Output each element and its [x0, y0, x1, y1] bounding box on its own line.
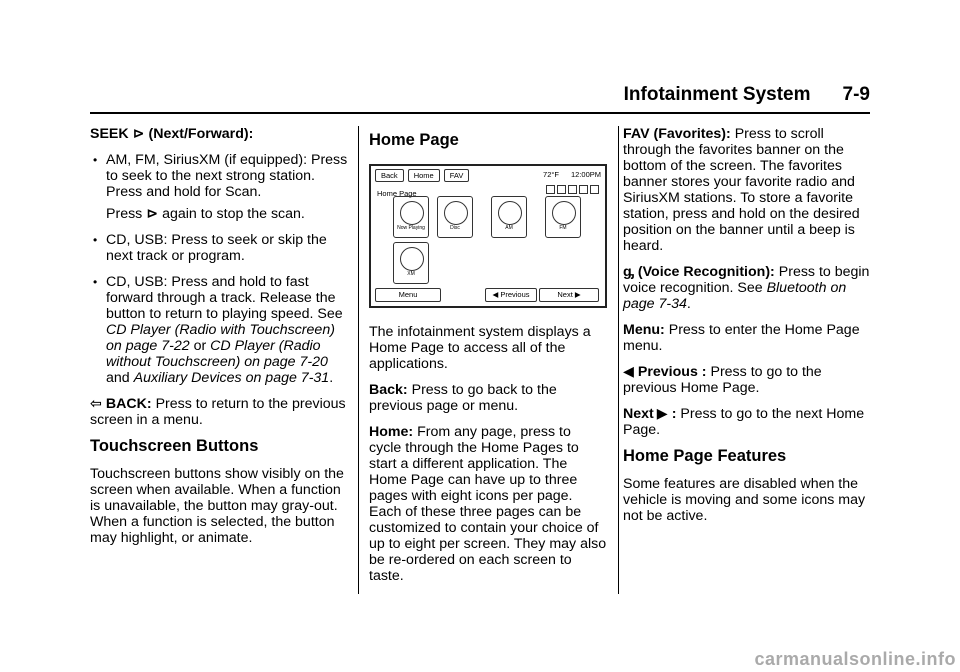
touchscreen-heading: Touchscreen Buttons — [90, 437, 259, 455]
screen-temp: 72°F — [543, 170, 559, 179]
voice-recognition-icon: ᶃ — [623, 264, 634, 280]
cross-reference[interactable]: CD Player (Radio with Touchscreen) on page 7-22 — [106, 322, 335, 354]
am-tile: AM — [491, 196, 527, 238]
previous-arrow-icon: ◀ — [623, 364, 634, 380]
back-paragraph: ⇦ BACK: Press to return to the previous screen in a menu. — [90, 396, 346, 428]
seek-next-icon: ⊳ — [132, 126, 145, 142]
fm-tile: FM — [545, 196, 581, 238]
features-text: Some features are disabled when the vehicle is moving and some icons may not be active. — [623, 476, 866, 524]
column-3 — [623, 126, 873, 534]
list-item: • AM, FM, SiriusXM (if equipped): Press to seek to the next strong station. Press and hold for Scan. Press ⊳ again to stop the scan. — [90, 152, 348, 222]
home-definition: Home: From any page, press to cycle through the Home Pages to start a different application. The Home Page can have up to three pages with eight icons per page. Each of these three pages can be customized to contain your choice of up to eight per screen. They may also be re-ordered on each screen to taste. — [369, 424, 607, 584]
touchscreen-text: Touchscreen buttons show visibly on the screen when available. When a function is unavailable, the button may gray-out. When a function is selected, the button may highlight, or animate. — [90, 466, 344, 546]
screen-title: Home Page — [377, 189, 417, 198]
screen-time: 12:00PM — [570, 170, 601, 179]
column-divider — [358, 126, 359, 594]
list-item: • CD, USB: Press to seek or skip the next track or program. — [90, 232, 348, 264]
column-2 — [369, 126, 607, 594]
voice-definition: ᶃ (Voice Recognition): Press to begin voice recognition. See Bluetooth on page 7-34. — [623, 264, 870, 312]
back-definition: Back: Press to go back to the previous page or menu. — [369, 382, 557, 414]
screen-fav-button: FAV — [444, 169, 470, 182]
seek-list — [90, 152, 348, 386]
menu-definition: Menu: Press to enter the Home Page menu. — [623, 322, 860, 354]
seek-next-icon: ⊳ — [146, 206, 159, 222]
back-arrow-icon: ⇦ — [90, 396, 102, 412]
section-title: Infotainment System — [623, 84, 811, 105]
home-page-screen-illustration — [369, 164, 607, 308]
now-playing-tile: Now Playing — [393, 196, 429, 238]
screen-menu-button: Menu — [375, 288, 441, 302]
screen-previous-button: ◀ Previous — [485, 288, 537, 302]
page-header — [624, 84, 870, 106]
disc-tile: Disc — [437, 196, 473, 238]
cross-reference[interactable]: Bluetooth on page 7-34 — [623, 280, 847, 312]
previous-definition: ◀ Previous : Press to go to the previous Home Page. — [623, 364, 822, 396]
features-heading: Home Page Features — [623, 447, 787, 465]
page-number: 7-9 — [842, 84, 870, 105]
column-1 — [90, 126, 348, 556]
header-rule — [90, 112, 870, 114]
screen-back-button: Back — [375, 169, 404, 182]
screen-next-button: Next ▶ — [539, 288, 599, 302]
fav-definition: FAV (Favorites): Press to scroll through the favorites banner on the bottom of the screen. The favorites banner stores your favorite radio and SiriusXM stations. To store a favorite station, press and hold on the desired position on the banner until a beep is heard. — [623, 126, 860, 254]
home-page-heading: Home Page — [369, 131, 459, 149]
cross-reference[interactable]: CD Player (Radio without Touchscreen) on page 7-20 — [106, 338, 328, 370]
next-arrow-icon: ▶ — [656, 406, 668, 422]
list-item: • CD, USB: Press and hold to fast forward through a track. Release the button to return to playing speed. See CD Player (Radio with Touchscreen) on page 7-22 or CD Player (Radio without Touchscreen) on page 7-20 and Auxiliary Devices on page 7-31. — [90, 274, 348, 386]
screen-home-button: Home — [408, 169, 440, 182]
xm-tile: XM — [393, 242, 429, 284]
home-intro: The infotainment system displays a Home Page to access all of the applications. — [369, 324, 591, 372]
cross-reference[interactable]: Auxiliary Devices on page 7-31 — [133, 370, 330, 386]
watermark: carmanualsonline.info — [754, 649, 956, 669]
column-divider — [618, 126, 619, 594]
next-definition: Next ▶ : Press to go to the next Home Page. — [623, 406, 865, 438]
seek-heading: SEEK ⊳ (Next/Forward): — [90, 126, 254, 142]
screen-status-icons — [546, 185, 599, 194]
